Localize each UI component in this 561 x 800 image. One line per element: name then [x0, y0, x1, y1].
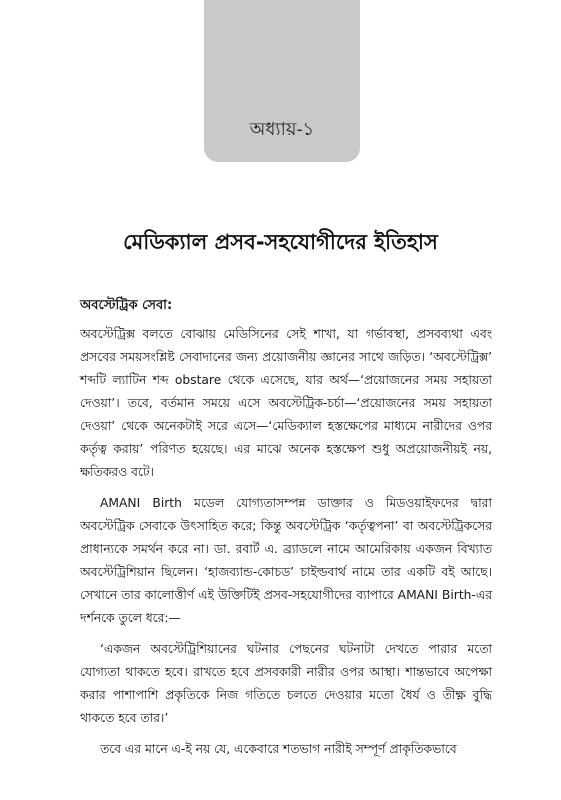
chapter-label: অধ্যায়-১: [249, 119, 315, 140]
paragraph-2: AMANI Birth মডেল যোগ্যতাসম্পন্ন ডাক্তার ও মিডওয়াইফদের দ্বারা অবস্টেট্রিক সেবাকে উৎসাহিত করে; কিন্তু অবস্টেট্রিক ‘কর্তৃত্বপনা’ বা অবস্টেট্রিকসের প্রাধান্যকে সমর্থন করে না। ডা. রবার্ট এ. ব্র্যাডলে নামে আমেরিকায় একজন বিখ্যাত অবস্টেট্রিশিয়ান ছিলেন। ‘হাজব্যান্ড-কোচড’ চাইল্ডবার্থ নামে তার একটি বই আছে। সেখানে তার কালোত্তীর্ণ এই উক্তিটিই প্রসব-সহযোগীদের ব্যাপারে AMANI Birth-এর দর্শনকে তুলে ধরে:—: [80, 496, 492, 625]
page-content: [80, 294, 492, 761]
paragraph-4: তবে এর মানে এ-ই নয় যে, একেবারে শতভাগ নারীই সম্পূর্ণ প্রাকৃতিকভাবে: [100, 742, 457, 756]
quote-paragraph: ‘একজন অবস্টেট্রিশিয়ানের ঘটনার পেছনের ঘটনাটা দেখতে পারার মতো যোগ্যতা থাকতে হবে। রাখতে হবে প্রসবকারী নারীর ওপর আস্থা। শান্তভাবে অপেক্ষা করার পাশাপাশি প্রকৃতিকে নিজ গতিতে চলতে দেওয়ার মতো ধৈর্য ও তীক্ষ্ণ বুদ্ধি থাকতে হবে তার।’: [80, 642, 492, 725]
page-title: মেডিক্যাল প্রসব-সহযোগীদের ইতিহাস: [123, 230, 438, 254]
chapter-tab: [204, 0, 360, 162]
section-heading: অবস্টেট্রিক সেবা:: [80, 298, 173, 313]
paragraph-1: অবস্টেট্রিক্স বলতে বোঝায় মেডিসিনের সেই শাখা, যা গর্ভাবস্থা, প্রসবব্যথা এবং প্রসবের সময়সংশ্লিষ্ট সেবাদানের জন্য প্রয়োজনীয় জ্ঞানের সাথে জড়িত। ‘অবস্টেট্রিক্স’ শব্দটি ল্যাটিন শব্দ obstare থেকে এসেছে, যার অর্থ—‘প্রয়োজনের সময় সহায়তা দেওয়া’। তবে, বর্তমান সময়ে এসে অবস্টেট্রিক-চর্চা—‘প্রয়োজনের সময় সহায়তা দেওয়া’ থেকে অনেকটাই সরে এসে—‘মেডিক্যাল হস্তক্ষেপের মাধ্যমে নারীদের ওপর কর্তৃত্ব করায়’ পরিণত হয়েছে। এর মাঝে অনেক হস্তক্ষেপ শুধু অপ্রয়োজনীয়ই নয়, ক্ষতিকরও বটে।: [80, 327, 492, 479]
